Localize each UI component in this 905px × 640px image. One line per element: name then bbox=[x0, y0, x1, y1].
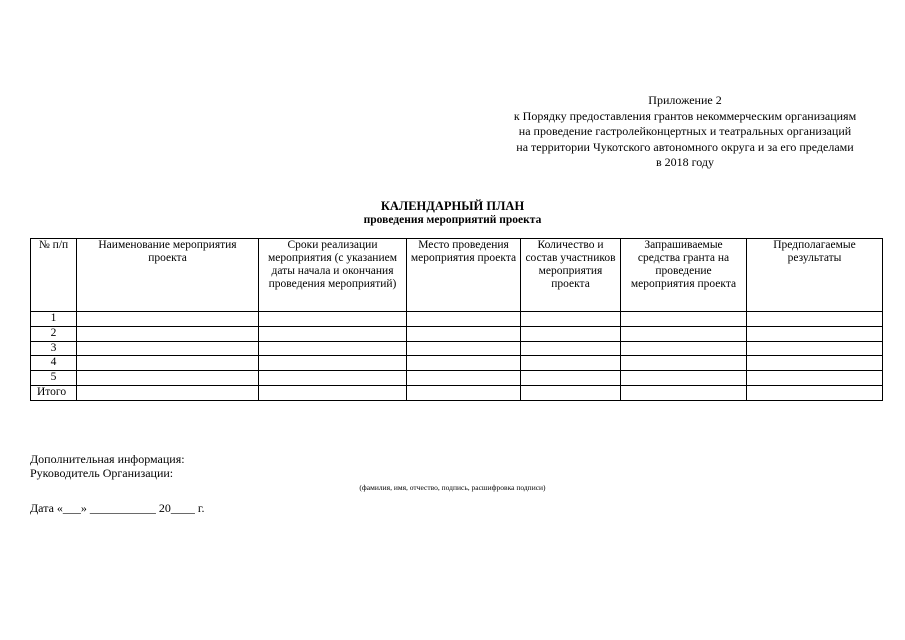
cell-event-name[interactable] bbox=[77, 356, 259, 371]
cell-participants[interactable] bbox=[521, 341, 621, 356]
cell-dates[interactable] bbox=[259, 326, 407, 341]
row-number: 4 bbox=[31, 356, 77, 371]
cell-requested-funds[interactable] bbox=[621, 341, 747, 356]
cell-expected-results[interactable] bbox=[747, 356, 883, 371]
table-row bbox=[31, 312, 883, 327]
cell-requested-funds[interactable] bbox=[621, 312, 747, 327]
row-number: 3 bbox=[31, 341, 77, 356]
header-expected-results: Предполагаемые результаты bbox=[747, 239, 883, 312]
cell-event-name[interactable] bbox=[77, 312, 259, 327]
cell-location[interactable] bbox=[407, 385, 521, 400]
cell-expected-results[interactable] bbox=[747, 341, 883, 356]
cell-location[interactable] bbox=[407, 326, 521, 341]
additional-info-label: Дополнительная информация: bbox=[30, 452, 185, 466]
plan-title: КАЛЕНДАРНЫЙ ПЛАН bbox=[380, 199, 525, 213]
header-event-name: Наименование мероприятия проекта bbox=[77, 239, 259, 312]
header-participants: Количество и состав участников мероприятия проекта bbox=[521, 239, 621, 312]
cell-dates[interactable] bbox=[259, 356, 407, 371]
appendix-line-4: на территории Чукотского автономного округа и за его пределами bbox=[516, 139, 854, 154]
row-total-label: Итого bbox=[31, 385, 77, 400]
cell-requested-funds[interactable] bbox=[621, 385, 747, 400]
cell-event-name[interactable] bbox=[77, 326, 259, 341]
head-of-organization-label: Руководитель Организации: bbox=[30, 466, 174, 480]
table-total-row bbox=[31, 385, 883, 400]
cell-participants[interactable] bbox=[521, 312, 621, 327]
header-requested-funds: Запрашиваемые средства гранта на проведение мероприятия проекта bbox=[621, 239, 747, 312]
cell-requested-funds[interactable] bbox=[621, 326, 747, 341]
cell-event-name[interactable] bbox=[77, 371, 259, 386]
cell-dates[interactable] bbox=[259, 341, 407, 356]
cell-requested-funds[interactable] bbox=[621, 356, 747, 371]
row-number: 5 bbox=[31, 371, 77, 386]
cell-participants[interactable] bbox=[521, 371, 621, 386]
table-header-row bbox=[31, 239, 883, 312]
calendar-plan-table bbox=[30, 238, 883, 401]
signature-hint: (фамилия, имя, отчество, подпись, расшифровка подписи) bbox=[359, 483, 546, 492]
cell-expected-results[interactable] bbox=[747, 371, 883, 386]
cell-location[interactable] bbox=[407, 312, 521, 327]
cell-dates[interactable] bbox=[259, 371, 407, 386]
cell-event-name[interactable] bbox=[77, 341, 259, 356]
appendix-line-3: на проведение гастролейконцертных и театральных организаций bbox=[518, 124, 852, 138]
cell-location[interactable] bbox=[407, 341, 521, 356]
header-dates: Сроки реализации мероприятия (с указанием даты начала и окончания проведения мероприятий) bbox=[259, 239, 407, 312]
cell-event-name[interactable] bbox=[77, 385, 259, 400]
cell-participants[interactable] bbox=[521, 356, 621, 371]
plan-subtitle: проведения мероприятий проекта bbox=[363, 214, 542, 226]
table-row bbox=[31, 326, 883, 341]
appendix-line-1: Приложение 2 bbox=[648, 93, 722, 107]
cell-location[interactable] bbox=[407, 356, 521, 371]
row-number: 1 bbox=[31, 312, 77, 327]
cell-requested-funds[interactable] bbox=[621, 371, 747, 386]
cell-expected-results[interactable] bbox=[747, 312, 883, 327]
header-location: Место проведения мероприятия проекта bbox=[407, 239, 521, 312]
cell-expected-results[interactable] bbox=[747, 326, 883, 341]
appendix-header bbox=[480, 93, 890, 171]
cell-location[interactable] bbox=[407, 371, 521, 386]
date-line: Дата «___» ___________ 20____ г. bbox=[30, 501, 205, 515]
table-row bbox=[31, 341, 883, 356]
appendix-line-5: в 2018 году bbox=[655, 155, 715, 169]
cell-dates[interactable] bbox=[259, 312, 407, 327]
cell-participants[interactable] bbox=[521, 326, 621, 341]
cell-dates[interactable] bbox=[259, 385, 407, 400]
appendix-line-2: к Порядку предоставления грантов некоммерческим организациям bbox=[513, 108, 857, 123]
table-row bbox=[31, 356, 883, 371]
cell-expected-results[interactable] bbox=[747, 385, 883, 400]
table-row bbox=[31, 371, 883, 386]
cell-participants[interactable] bbox=[521, 385, 621, 400]
header-number: № п/п bbox=[31, 239, 77, 312]
row-number: 2 bbox=[31, 326, 77, 341]
